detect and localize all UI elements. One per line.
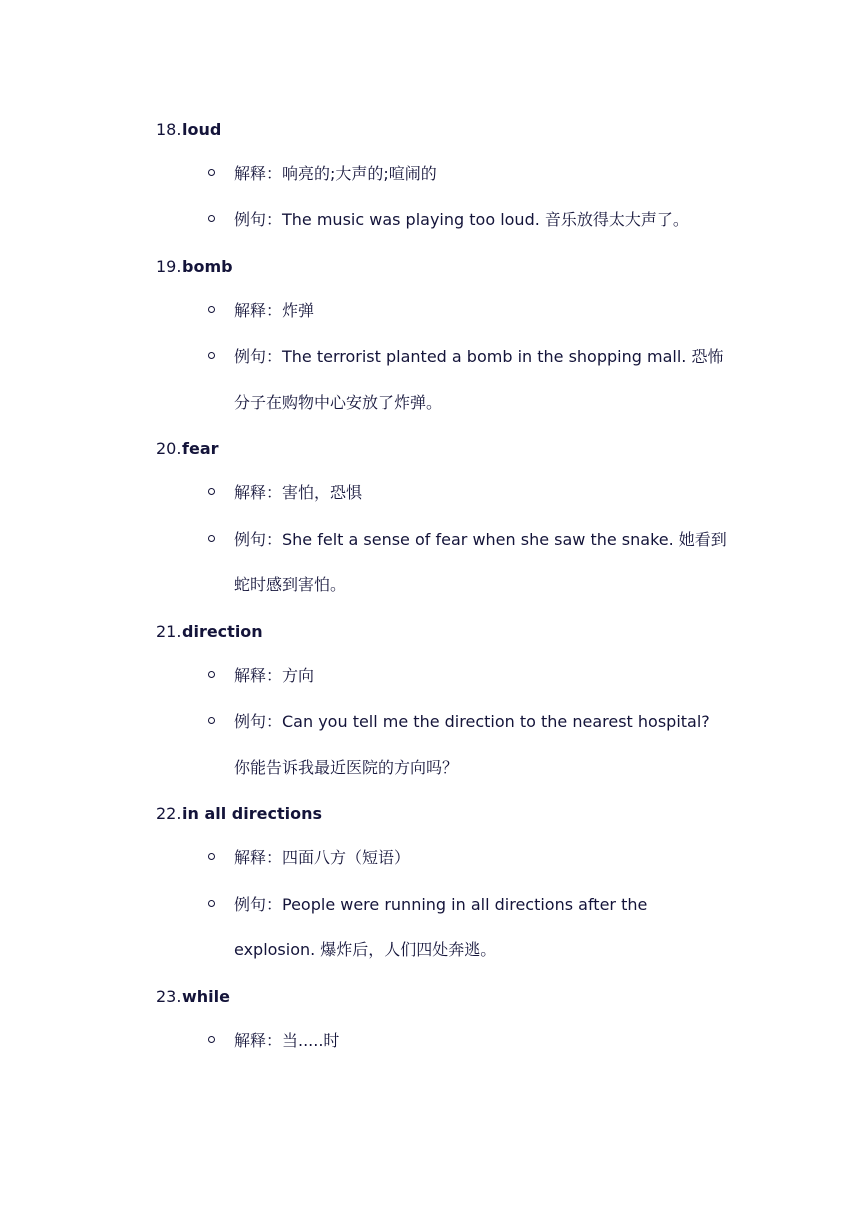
hollow-bullet-icon [208,306,215,313]
example-text: 例句：The terrorist planted a bomb in the shopping mall. 恐怖 [234,347,724,366]
hollow-bullet-icon [208,215,215,222]
hollow-bullet-icon [208,1036,215,1043]
example-text: 例句：People were running in all directions after the [234,895,648,914]
entry-word: fear [182,439,219,458]
vocab-entry-heading [156,804,322,824]
vocab-entry-heading [156,622,263,642]
vocab-entry-heading [156,120,221,140]
example-continuation: 蛇时感到害怕。 [234,575,347,594]
definition-text: 解释：炸弹 [234,301,315,320]
hollow-bullet-icon [208,488,215,495]
entry-word: bomb [182,257,233,276]
example-text: 例句：She felt a sense of fear when she saw the snake. 她看到 [234,530,727,549]
entry-number: 18. [156,120,182,139]
entry-number: 23. [156,987,182,1006]
vocab-entry-heading [156,987,230,1007]
hollow-bullet-icon [208,900,215,907]
entry-number: 20. [156,439,182,458]
hollow-bullet-icon [208,535,215,542]
definition-text: 解释：当.....时 [234,1031,340,1050]
vocab-entry-heading [156,257,233,277]
vocab-entry-heading [156,439,219,459]
entry-word: in all directions [182,804,322,823]
hollow-bullet-icon [208,671,215,678]
example-continuation: 分子在购物中心安放了炸弹。 [234,393,443,412]
definition-text: 解释：方向 [234,666,315,685]
entry-word: loud [182,120,222,139]
entry-word: while [182,987,230,1006]
definition-text: 解释：四面八方（短语） [234,848,411,867]
entry-number: 22. [156,804,182,823]
hollow-bullet-icon [208,853,215,860]
entry-number: 19. [156,257,182,276]
hollow-bullet-icon [208,169,215,176]
example-continuation: 你能告诉我最近医院的方向吗？ [234,758,459,777]
example-continuation: explosion. 爆炸后，人们四处奔逃。 [234,940,497,959]
entry-number: 21. [156,622,182,641]
example-text: 例句：Can you tell me the direction to the nearest hospital? [234,712,710,731]
definition-text: 解释：响亮的;大声的;喧闹的 [234,164,437,183]
entry-word: direction [182,622,263,641]
definition-text: 解释：害怕，恐惧 [234,483,363,502]
hollow-bullet-icon [208,717,215,724]
example-text: 例句：The music was playing too loud. 音乐放得太大声了。 [234,210,689,229]
hollow-bullet-icon [208,352,215,359]
